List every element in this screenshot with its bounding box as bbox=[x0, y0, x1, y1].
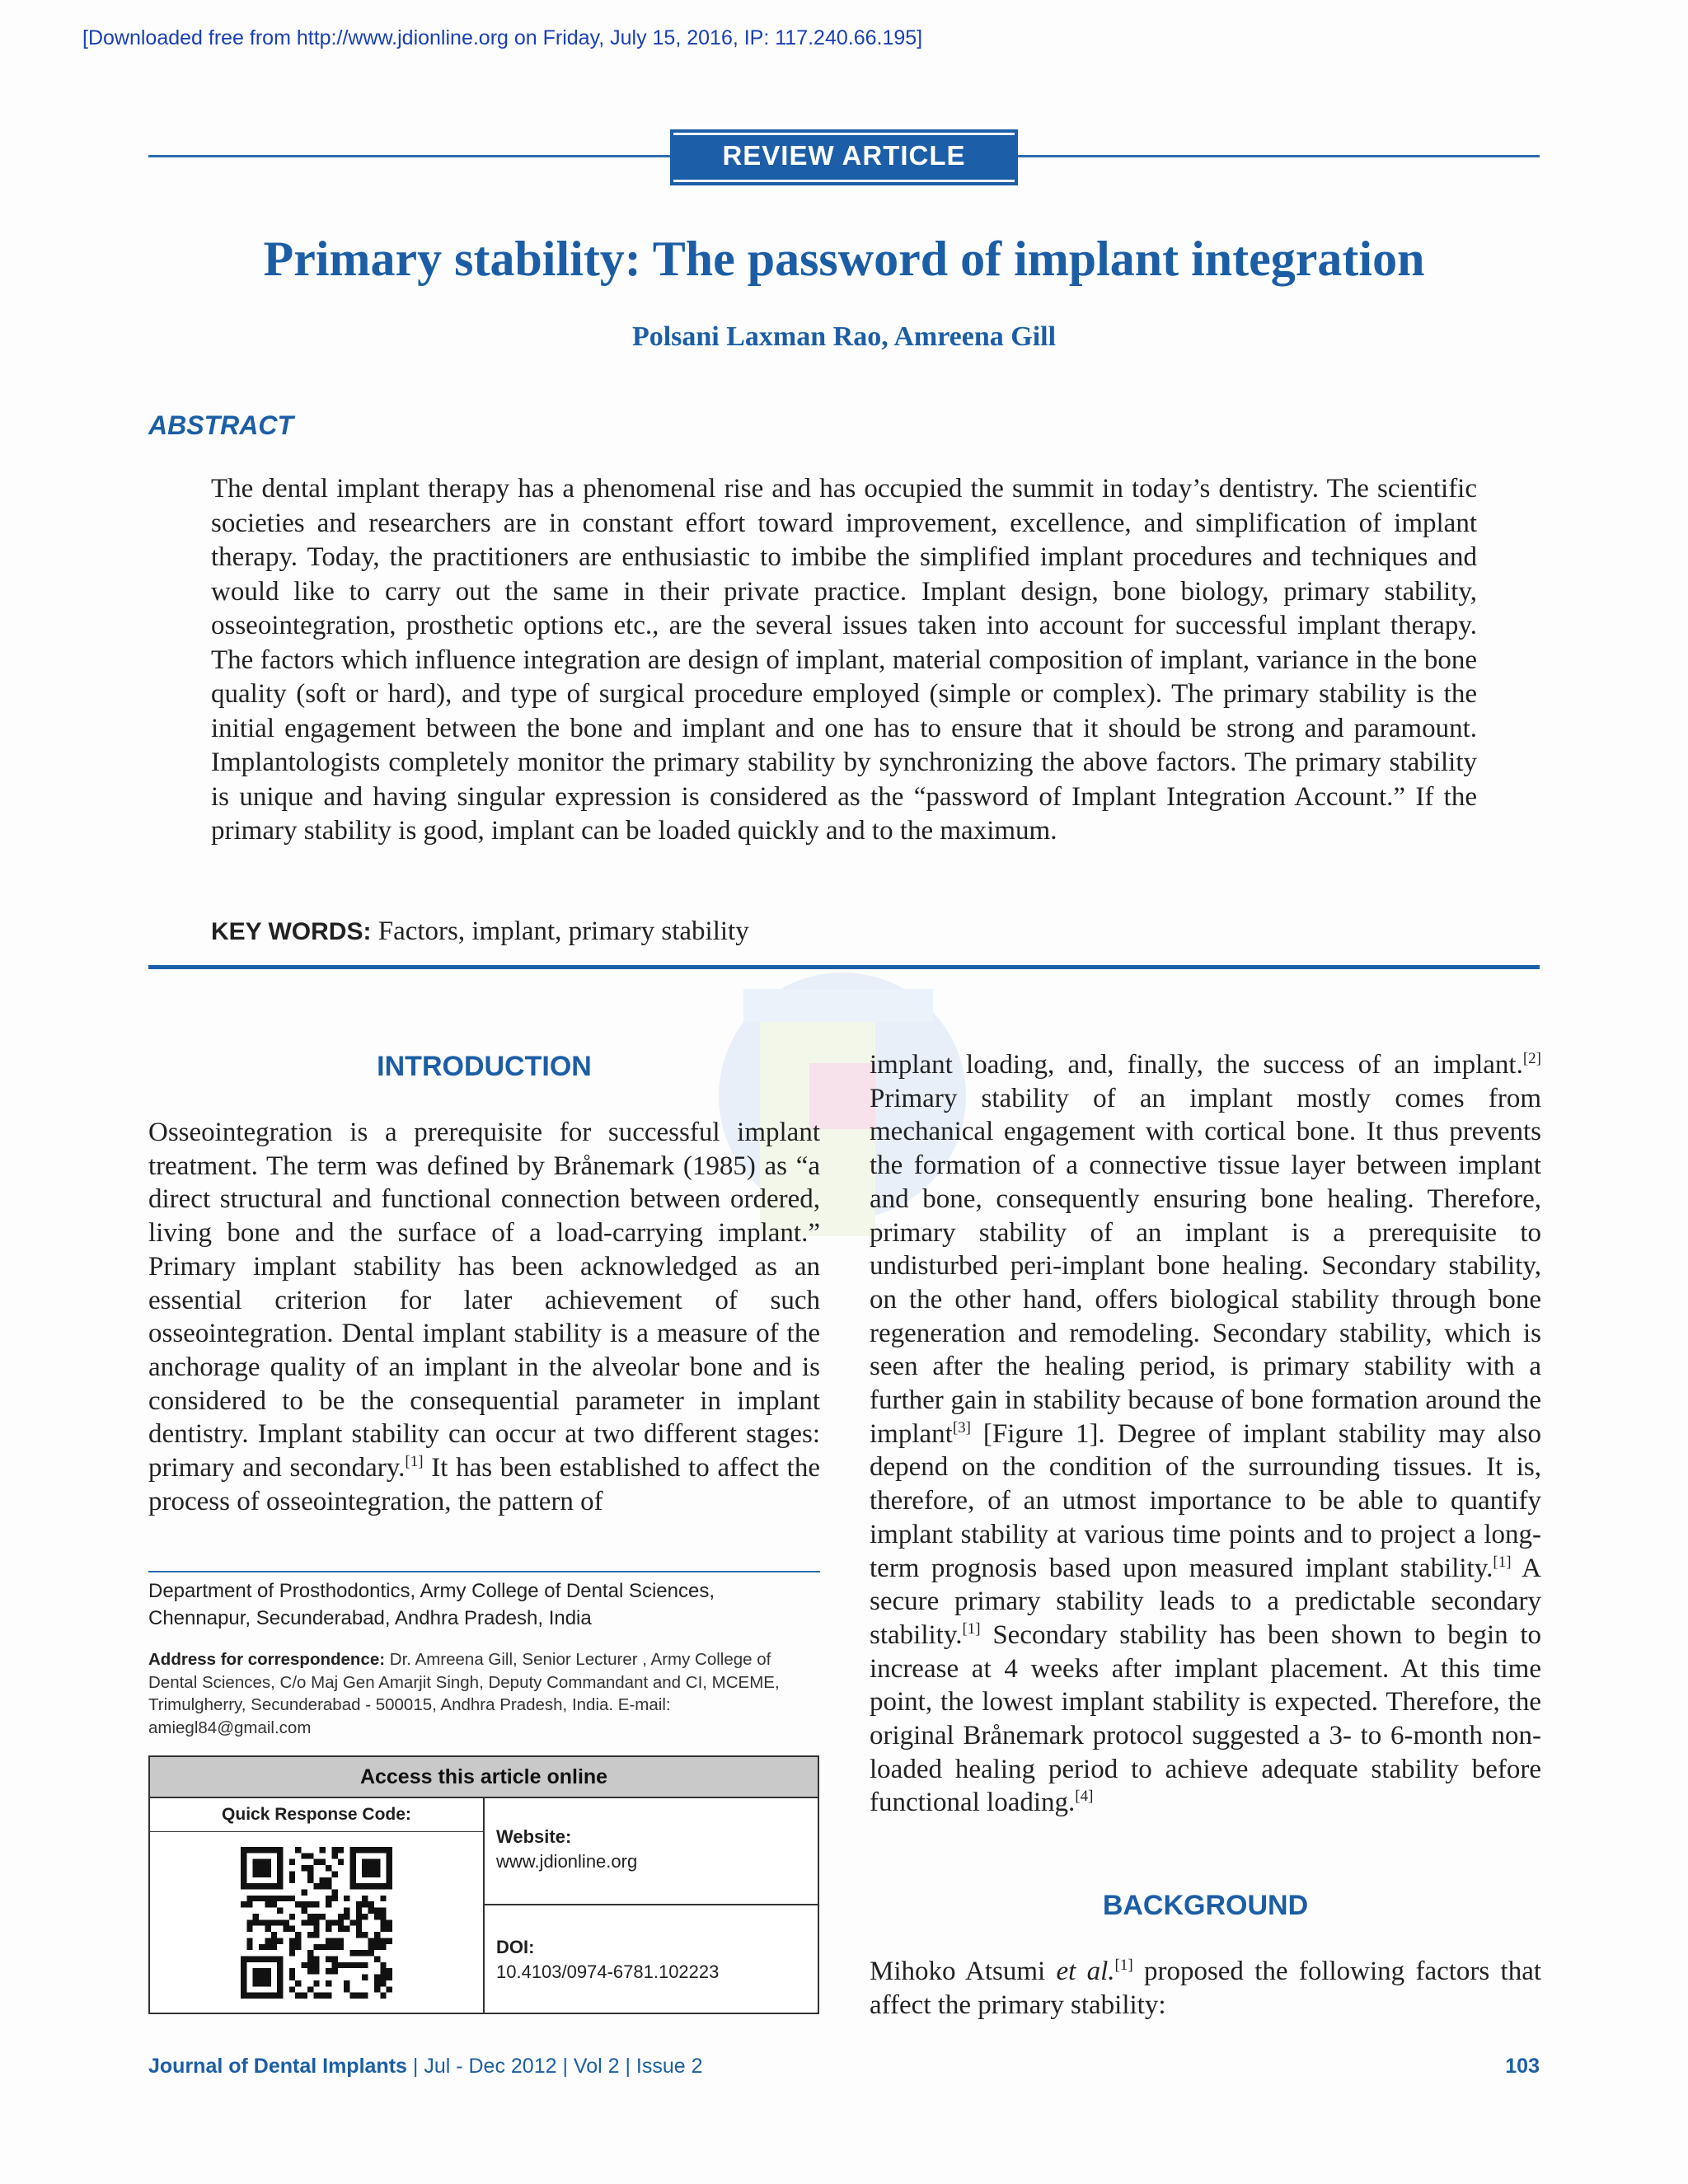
website-label: Website: bbox=[496, 1826, 572, 1847]
qr-code-icon[interactable] bbox=[241, 1847, 392, 1999]
citation: [2] bbox=[1522, 1050, 1541, 1067]
right-text-1: implant loading, and, finally, the success of an implant. bbox=[870, 1050, 1523, 1080]
background-heading: BACKGROUND bbox=[1102, 1890, 1309, 1921]
website-cell bbox=[485, 1798, 818, 1905]
background-author: Mihoko Atsumi bbox=[870, 1957, 1057, 1986]
abstract-divider bbox=[148, 965, 1540, 969]
access-article-box bbox=[148, 1755, 819, 2014]
keywords-text: Factors, implant, primary stability bbox=[377, 916, 749, 946]
right-text-4: A secure primary stability leads to a predictable secondary stability. bbox=[870, 1553, 1541, 1650]
introduction-text-end: It has been established to affect the process of osseointegration, the pattern of bbox=[148, 1453, 820, 1516]
affiliation: Department of Prosthodontics, Army College of Dental Sciences, Chennapur, Secunderabad, Andhra Pradesh, India bbox=[148, 1580, 715, 1629]
qr-label: Quick Response Code: bbox=[150, 1798, 485, 1832]
access-heading: Access this article online bbox=[150, 1757, 818, 1798]
right-text-3: [Figure 1]. Degree of implant stability may also depend on the condition of the surrounding tissues. It is, therefore, of an utmost importance to be able to quantify implant stability at various time points and to project a long-term prognosis based upon measured implant stability. bbox=[870, 1418, 1541, 1583]
article-authors: Polsani Laxman Rao, Amreena Gill bbox=[631, 321, 1057, 352]
website-link[interactable]: www.jdionline.org bbox=[496, 1851, 638, 1872]
correspondence-text: Dr. Amreena Gill, Senior Lecturer , Army College of Dental Sciences, C/o Maj Gen Amarjit Singh, Deputy Commandant and CI, MCEME, Trimulgherry, Secunderabad - 500015, Andhra Pradesh, India. E-mail: amiegl84@gmail.com bbox=[148, 1650, 780, 1737]
introduction-text: Osseointegration is a prerequisite for successful implant treatment. The term was defined by Brånemark (1985) as “a direct structural and functional connection between ordered, living bone and the surface of a load-carrying implant.” Primary implant stability has been acknowledged as an essential criterion for later achievement of such osseointegration. Dental implant stability is a measure of the anchorage quality of an implant in the alveolar bone and is considered to be the consequential parameter in implant dentistry. Implant stability can occur at two different stages: primary and secondary. bbox=[148, 1118, 820, 1483]
article-type-label: REVIEW ARTICLE bbox=[673, 133, 1015, 182]
page-number: 103 bbox=[1505, 2055, 1540, 2078]
journal-footer bbox=[148, 2055, 703, 2079]
introduction-heading: INTRODUCTION bbox=[377, 1051, 592, 1082]
background-text: proposed the following factors that affect the primary stability: bbox=[870, 1957, 1542, 2020]
keywords-label: KEY WORDS: bbox=[211, 918, 372, 945]
citation: [1] bbox=[1493, 1553, 1512, 1571]
keywords bbox=[211, 916, 749, 947]
right-text-2: Primary stability of an implant mostly comes from mechanical engagement with cortical bone. It thus prevents the formation of a connective tissue layer between implant and bone, consequently ensuring bone healing. Therefore, primary stability of an implant is a prerequisite to undisturbed peri-implant bone healing. Secondary stability, on the other hand, offers biological stability through bone regeneration and remodeling. Secondary stability, which is seen after the healing period, is primary stability with a further gain in stability because of bone formation around the implant bbox=[870, 1083, 1541, 1449]
abstract-body: The dental implant therapy has a phenomenal rise and has occupied the summit in today’s dentistry. The scientific societies and researchers are in constant effort toward improvement, excellence, and simplification of implant therapy. Today, the practitioners are enthusiastic to imbibe the simplified implant procedures and techniques and would like to carry out the same in their private practice. Implant design, bone biology, primary stability, osseointegration, prosthetic options etc., are the several issues taken into account for successful implant therapy. The factors which influence integration are design of implant, material composition of implant, variance in the bone quality (soft or hard), and type of surgical procedure employed (simple or complex). The primary stability is the initial engagement between the bone and implant and one has to ensure that it should be strong and paramount. Implantologists completely monitor the primary stability by synchronizing the above factors. The primary stability is unique and having singular expression is considered as the “password of Implant Integration Account.” If the primary stability is good, implant can be loaded quickly and to the maximum. bbox=[211, 474, 1477, 846]
correspondence bbox=[148, 1648, 820, 1739]
citation: [3] bbox=[952, 1418, 971, 1436]
right-column-paragraph bbox=[870, 1048, 1541, 1820]
article-type-badge bbox=[673, 124, 1015, 185]
introduction-paragraph bbox=[148, 1116, 820, 1518]
doi-link[interactable]: 10.4103/0974-6781.102223 bbox=[496, 1961, 720, 1982]
background-paragraph bbox=[870, 1955, 1541, 2022]
download-notice: [Downloaded free from http://www.jdionline.org on Friday, July 15, 2016, IP: 117.240.66.195] bbox=[82, 26, 923, 49]
doi-label: DOI: bbox=[496, 1937, 535, 1957]
correspondence-label: Address for correspondence: bbox=[148, 1650, 386, 1669]
background-etal: et al. bbox=[1056, 1957, 1115, 1986]
journal-issue: | Jul - Dec 2012 | Vol 2 | Issue 2 bbox=[406, 2055, 703, 2078]
journal-name: Journal of Dental Implants bbox=[148, 2055, 407, 2078]
right-text-5: Secondary stability has been shown to begin to increase at 4 weeks after implant placement. At this time point, the lowest implant stability is expected. Therefore, the original Brånemark protocol suggested a 3- to 6-month non-loaded healing period to achieve adequate stability before functional loading. bbox=[870, 1619, 1541, 1818]
abstract-heading: ABSTRACT bbox=[148, 410, 293, 440]
doi-cell bbox=[485, 1905, 818, 2013]
citation: [4] bbox=[1075, 1788, 1094, 1806]
citation: [1] bbox=[405, 1453, 424, 1471]
citation: [1] bbox=[1114, 1957, 1133, 1974]
affiliation-rule bbox=[148, 1571, 820, 1572]
article-title: Primary stability: The password of implant integration bbox=[263, 232, 1425, 286]
qr-cell bbox=[150, 1832, 485, 2013]
citation: [1] bbox=[962, 1619, 981, 1638]
